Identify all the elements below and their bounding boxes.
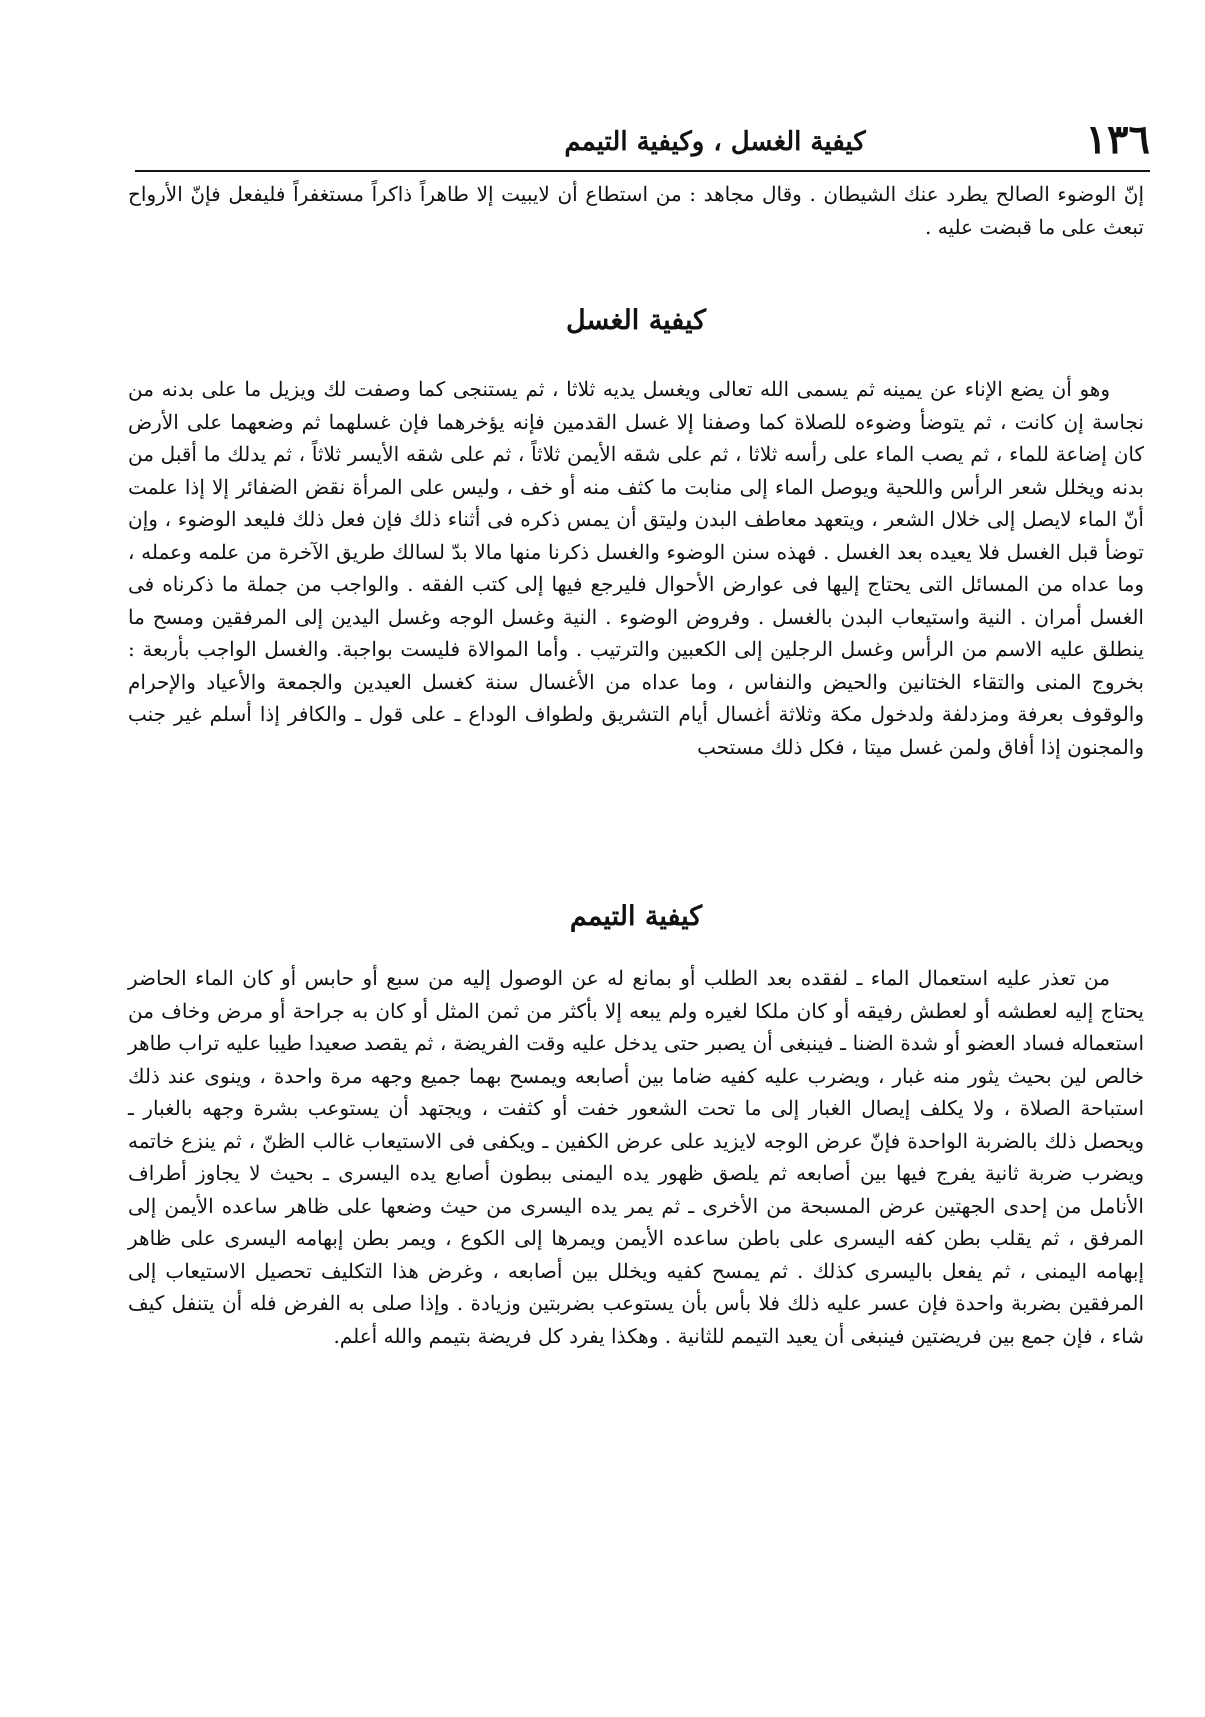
tayammum-section-body — [128, 962, 1144, 1352]
page-number: ١٣٦ — [1085, 116, 1150, 163]
tayammum-paragraph: من تعذر عليه استعمال الماء ـ لفقده بعد الطلب أو بمانع له عن الوصول إليه من سبع أو حابس أو كان الماء الحاضر يحتاج إليه لعطشه أو لعطش رفيقه أو كان ملكا لغيره ولم يبعه إلا بأكثر من ثمن المثل أو كان به جراحة أو مرض وخاف من استعماله فساد العضو أو شدة الضنا ـ فينبغى أن يصبر حتى يدخل عليه وقت الفريضة ، ثم يقصد صعيدا طيبا عليه تراب طاهر خالص لين بحيث يثور منه غبار ، ويضرب عليه كفيه ضاما بين أصابعه ويمسح بهما جميع وجهه مرة واحدة ، وينوى عند ذلك استباحة الصلاة ، ولا يكلف إيصال الغبار إلى ما تحت الشعور خفت أو كثفت ، ويجتهد أن يستوعب بشرة وجهه بالغبار ـ ويحصل ذلك بالضربة الواحدة فإنّ عرض الوجه لايزيد على عرض الكفين ـ ويكفى فى الاستيعاب غالب الظنّ ، ثم ينزع خاتمه ويضرب ضربة ثانية يفرج فيها بين أصابعه ثم يلصق ظهور يده اليمنى ببطون أصابع يده اليسرى ـ بحيث لا يجاوز أطراف الأنامل من إحدى الجهتين عرض المسبحة من الأخرى ـ ثم يمر يده اليسرى من حيث وضعها على ظاهر ساعده الأيمن إلى المرفق ، ثم يقلب بطن كفه اليسرى على باطن ساعده الأيمن ويمرها إلى الكوع ، ويمر بطن إبهامه اليسرى على ظاهر إبهامه اليمنى ، ثم يفعل باليسرى كذلك . ثم يمسح كفيه ويخلل بين أصابعه ، وغرض هذا التكليف تحصيل الاستيعاب إلى المرفقين بضربة واحدة فإن عسر عليه ذلك فلا بأس بأن يستوعب بضربتين وزيادة . وإذا صلى به الفرض فله أن يتنفل كيف شاء ، فإن جمع بين فريضتين فينبغى أن يعيد التيمم للثانية . وهكذا يفرد كل فريضة بتيمم والله أعلم. — [128, 966, 1144, 1348]
header-divider — [135, 170, 1150, 172]
section-heading-tayammum: كيفية التيمم — [569, 901, 703, 932]
running-title: كيفية الغسل ، وكيفية التيمم — [564, 127, 866, 157]
running-header — [140, 112, 1150, 172]
intro-paragraph-block — [128, 178, 1144, 243]
ghusl-paragraph: وهو أن يضع الإناء عن يمينه ثم يسمى الله تعالى ويغسل يديه ثلاثا ، ثم يستنجى كما وصفت لك ويزيل ما على بدنه من نجاسة إن كانت ، ثم يتوضأ وضوءه للصلاة كما وصفنا إلا غسل القدمين فإنه يؤخرهما فإن غسلهما ثم وضعهما على الأرض كان إضاعة للماء ، ثم يصب الماء على رأسه ثلاثا ، ثم على شقه الأيمن ثلاثاً ، ثم على شقه الأيسر ثلاثاً ، ثم يدلك ما أقبل من بدنه ويخلل شعر الرأس واللحية ويوصل الماء إلى منابت ما كثف منه أو خف ، وليس على المرأة نقض الضفائر إلا إذا علمت أنّ الماء لايصل إلى خلال الشعر ، ويتعهد معاطف البدن وليتق أن يمس ذكره فى أثناء ذلك فإن فعل ذلك فليعد الوضوء ، وإن توضأ قبل الغسل فلا يعيده بعد الغسل . فهذه سنن الوضوء والغسل ذكرنا منها مالا بدّ لسالك طريق الآخرة من علمه وعمله ، وما عداه من المسائل التى يحتاج إليها فى عوارض الأحوال فليرجع فيها إلى كتب الفقه . والواجب من جملة ما ذكرناه فى الغسل أمران . النية واستيعاب البدن بالغسل . وفروض الوضوء . النية وغسل الوجه وغسل اليدين إلى المرفقين ومسح ما ينطلق عليه الاسم من الرأس وغسل الرجلين إلى الكعبين والترتيب . وأما الموالاة فليست بواجبة. والغسل الواجب بأربعة : بخروج المنى والتقاء الختانين والحيض والنفاس ، وما عداه من الأغسال سنة كغسل العيدين والجمعة والأعياد والإحرام والوقوف بعرفة ومزدلفة ولدخول مكة وثلاثة أغسال أيام التشريق ولطواف الوداع ـ على قول ـ والكافر إذا أسلم غير جنب والمجنون إذا أفاق ولمن غسل ميتا ، فكل ذلك مستحب — [128, 377, 1144, 759]
ghusl-section-body — [128, 373, 1144, 763]
section-heading-ghusl: كيفية الغسل — [566, 305, 706, 336]
intro-paragraph: إنّ الوضوء الصالح يطرد عنك الشيطان . وقال مجاهد : من استطاع أن لايبيت إلا طاهراً ذاكراً مستغفراً فليفعل فإنّ الأرواح تبعث على ما قبضت عليه . — [128, 182, 1144, 239]
